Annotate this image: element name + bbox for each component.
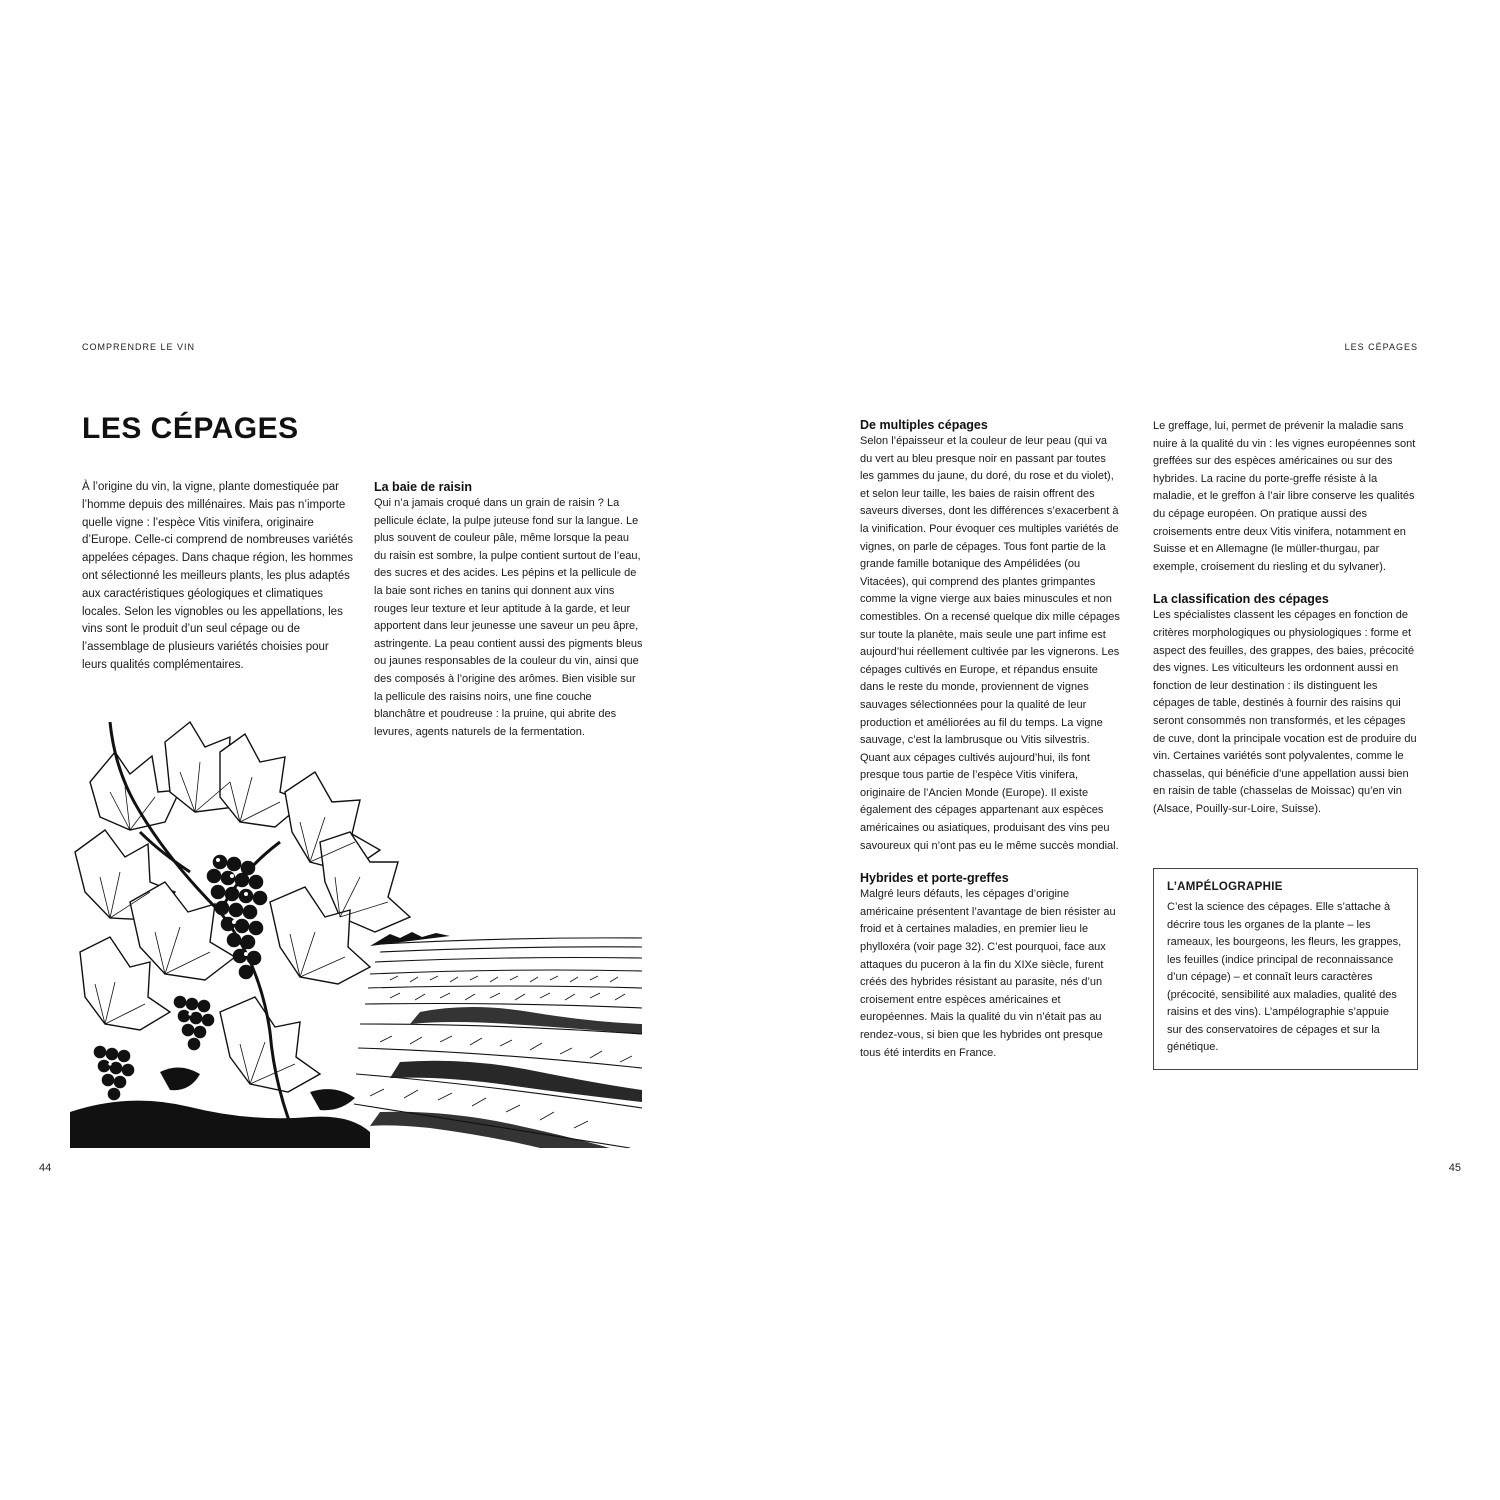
- vine-illustration: [70, 712, 648, 1148]
- classification-text: Les spécialistes classent les cépages en fonction de critères morphologiques ou physiologiques : forme et aspect des feuilles, des grappes, des baies, précocité des vignes. Les viticulteurs les ordonnent aussi en fonction de leur destination : ils distinguent les cépages de table, destinés à fournir des raisins qui seront consommés non transformés, et les cépages de cuve, dont la principale vocation est de produire du vin. Certaines variétés sont polyvalentes, comme le chasselas, qui bénéficie d’une appellation aussi bien en raisin de table (chasselas de Moissac) qu’en vin (Alsace, Pouilly-sur-Loire, Suisse).: [1153, 609, 1417, 815]
- baie-section: [374, 480, 644, 741]
- running-head-right: LES CÉPAGES: [1344, 342, 1418, 352]
- hybrides-text: Malgré leurs défauts, les cépages d’origine américaine présentent l’avantage de bien résister au froid et à certaines maladies, en premier lieu le phylloxéra (voir page 32). C’est pourquoi, face aux attaques du puceron à la fin du XIXe siècle, furent créés des hybrides résistant au parasite, nés d’un croisement entre espèces américaines et européennes. Mais la qualité du vin n’était pas au rendez-vous, si bien que les hybrides ont presque tous été interdits en France.: [860, 888, 1116, 1059]
- vineyard-hatching: [370, 976, 632, 1128]
- right-column-2: [1153, 418, 1419, 834]
- hybrides-section: [860, 871, 1122, 1062]
- right-column-1: [860, 418, 1122, 1078]
- classification-heading: La classification des cépages: [1153, 592, 1329, 607]
- grape-cluster: [174, 996, 214, 1050]
- grape-cluster: [94, 1046, 134, 1100]
- multiples-heading: De multiples cépages: [860, 418, 988, 432]
- box-text: C’est la science des cépages. Elle s’attache à décrire tous les organes de la plante – les rameaux, les bourgeons, les fleurs, les grappes, les feuilles (indice principal de reconnaissance d’un cépage) – et connaît leurs caractères (précocité, sensibilité aux maladies, qualité des raisins et des vins). L’ampélographie s’appuie sur des conservatoires de cépages et sur la génétique.: [1167, 901, 1402, 1053]
- classification-section: [1153, 592, 1419, 818]
- page-title: LES CÉPAGES: [82, 412, 299, 445]
- ampelographie-box: [1153, 868, 1418, 1070]
- intro-section: [82, 479, 354, 675]
- multiples-section: [860, 418, 1122, 855]
- vine-and-vineyard-icon: [70, 712, 648, 1148]
- vineyard-texture: [370, 932, 642, 1148]
- greffage-text: Le greffage, lui, permet de prévenir la maladie sans nuire à la qualité du vin : les vignes européennes sont greffées sur des espèces américaines ou sur des hybrides. La racine du porte-greffe résiste à la maladie, et le greffon à l’air libre conserve les qualités du cépage européen. On pratique aussi des croisements entre deux Vitis vinifera, notamment en Suisse et en Allemagne (le müller-thurgau, par exemple, croisement du riesling et du sylvaner).: [1153, 420, 1416, 573]
- page-number-left: 44: [39, 1162, 52, 1174]
- greffage-section: [1153, 418, 1419, 576]
- box-title: L’AMPÉLOGRAPHIE: [1167, 881, 1283, 893]
- baie-text: Qui n’a jamais croqué dans un grain de raisin ? La pellicule éclate, la pulpe juteuse fond sur la langue. Le plus souvent de couleur pâle, même lorsque la peau du raisin est sombre, la pulpe contient surtout de l’eau, des sucres et des acides. Les pépins et la pellicule de la baie sont riches en tanins qui donnent aux vins rouges leur texture et leur aptitude à la garde, et leur apportent dans leur jeunesse une saveur un peu âpre, astringente. La peau contient aussi des pigments bleus ou jaunes responsables de la couleur du vin, ainsi que des composés à l’origine des arômes. Bien visible sur la pellicule des raisins noirs, une fine couche blanchâtre et poudreuse : la pruine, qui abrite des levures, agents naturels de la fermentation.: [374, 497, 643, 738]
- intro-text: À l’origine du vin, la vigne, plante domestiquée par l’homme depuis des millénaires. Mais pas n’importe quelle vigne : l’espèce Vitis vinifera, originaire d’Europe. Celle-ci comprend de nombreuses variétés appelées cépages. Dans chaque région, les hommes ont sélectionné les meilleurs plants, les plus adaptés aux caractéristiques géologiques et climatiques locales. Selon les vignobles ou les appellations, les vins sont le produit d’un seul cépage ou de l’assemblage de plusieurs variétés choisies pour leurs qualités complémentaires.: [82, 481, 354, 671]
- running-head-left: COMPRENDRE LE VIN: [82, 342, 196, 352]
- hybrides-heading: Hybrides et porte-greffes: [860, 871, 1009, 886]
- baie-heading: La baie de raisin: [374, 480, 472, 494]
- page-number-right: 45: [1448, 1162, 1461, 1174]
- multiples-text: Selon l’épaisseur et la couleur de leur peau (qui va du vert au bleu presque noir en passant par toutes les gammes du jaune, du doré, du rose et du violet), et selon leur taille, les baies de raisin offrent des saveurs diverses, dont les différences s’exacerbent à la vinification. Pour évoquer ces multiples variétés de vignes, on parle de cépages. Tous font partie de la grande famille botanique des Ampélidées (ou Vitacées), qui comprend des plantes grimpantes comme la vigne vierge aux baies minuscules et non comestibles. On a recensé quelque dix mille cépages sur toute la planète, mais seule une part infime est aujourd’hui réellement cultivée par les vignerons. Les cépages cultivés en Europe, et répandus ensuite dans le reste du monde, proviennent de vignes sauvages sélectionnées pour la qualité de leur production et améliorées au fil du temps. La vigne sauvage, c’est la lambrusque ou Vitis silvestris. Quant aux cépages cultivés aujourd’hui, ils font presque tous partie de l’espèce Vitis vinifera, originaire de l’Ancien Monde (Europe). Il existe également des cépages appartenant aux espèces américaines ou asiatiques, produisant des vins peu savoureux qui n’ont pas eu le même succès mondial.: [860, 435, 1120, 852]
